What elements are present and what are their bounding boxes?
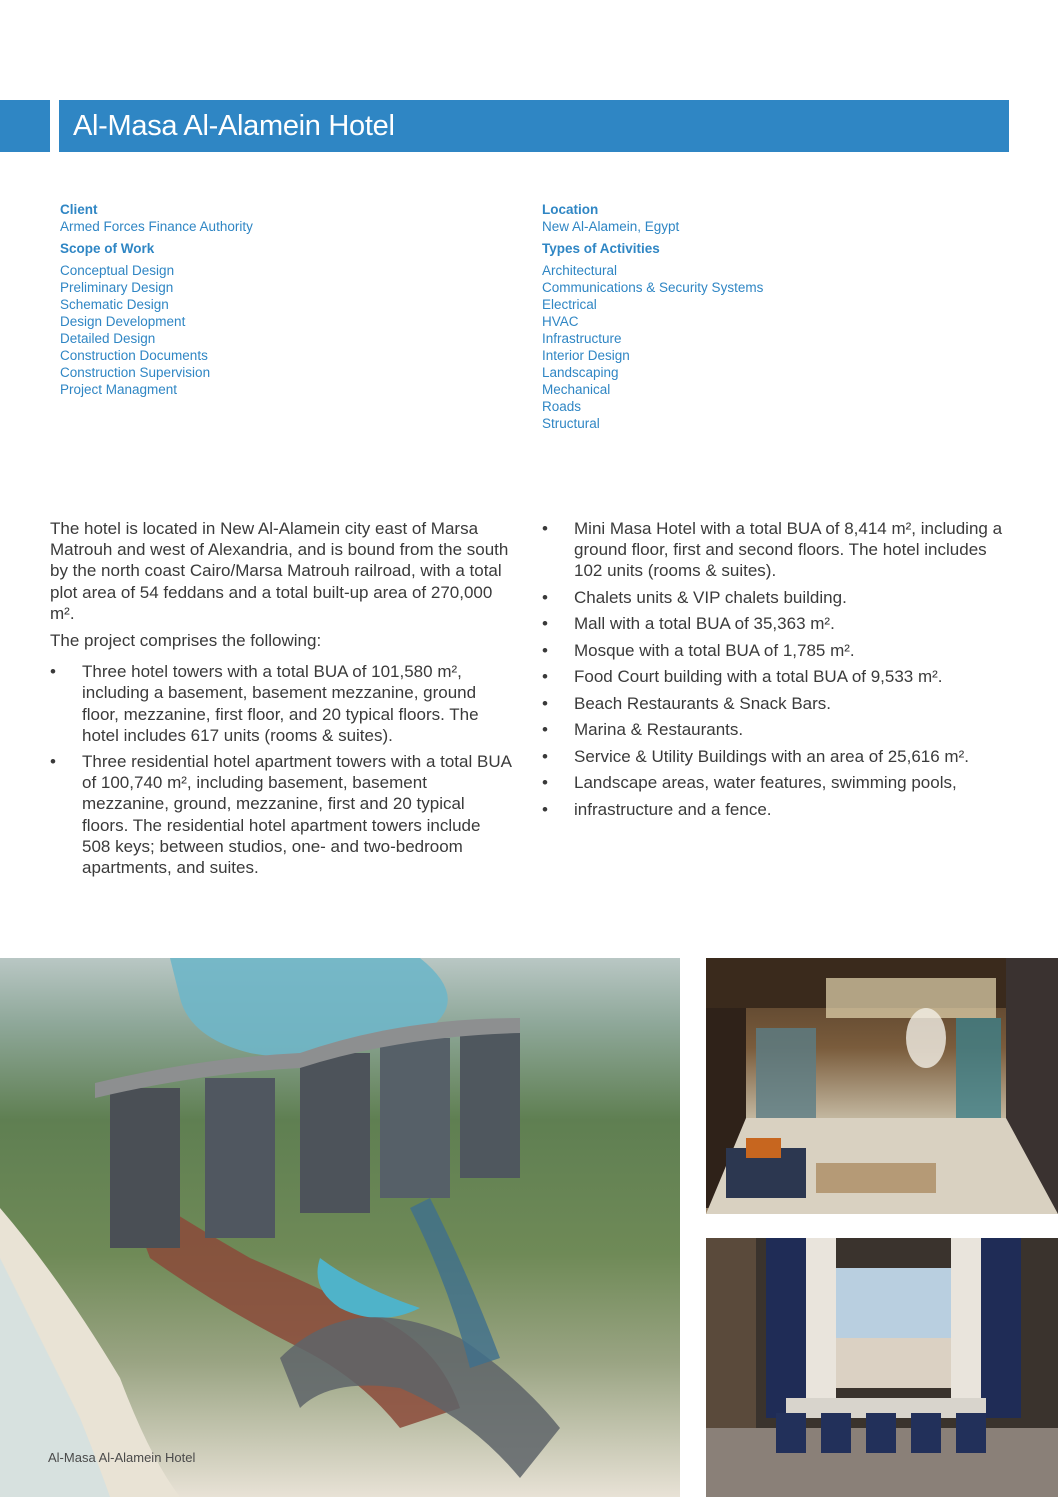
scope-item: Project Managment [60, 382, 178, 397]
intro-paragraph: The hotel is located in New Al-Alamein city east of Marsa Matrouh and west of Alexandria, and is bound from the south by the north coast Cairo/Marsa Matrouh railroad, with a total plot area of 54 feddans and a total built-up area of 270,000 m². [50, 519, 509, 623]
info-right [542, 201, 982, 432]
header-accent-block [0, 100, 50, 152]
bullet-mark: • [542, 693, 548, 713]
bullet-item [542, 613, 1012, 634]
bullet-item [542, 587, 1012, 608]
bullet-mark: • [542, 773, 548, 793]
right-bullet-list [542, 518, 1012, 820]
info-left [60, 201, 500, 398]
bullet-mark: • [542, 587, 548, 607]
scope-item: Construction Documents [60, 348, 208, 363]
activity-item: Communications & Security Systems [542, 280, 764, 295]
bullet-text: Mall with a total BUA of 35,363 m². [574, 614, 835, 634]
bullet-item [542, 640, 1012, 661]
title-bar [59, 100, 1009, 152]
bullet-mark: • [50, 662, 56, 682]
activity-item: Interior Design [542, 348, 630, 363]
bullet-text: Service & Utility Buildings with an area of 25,616 m². [574, 746, 969, 766]
bullet-text: Landscape areas, water features, swimming pools, [574, 773, 957, 793]
bullet-item [542, 666, 1012, 687]
bullet-mark: • [542, 519, 548, 538]
activities-list [542, 262, 982, 432]
bullet-mark: • [542, 640, 548, 660]
bullet-mark: • [542, 720, 548, 740]
bullet-item [50, 661, 512, 746]
bullet-item [542, 719, 1012, 740]
activity-item: Electrical [542, 297, 597, 312]
client-value: Armed Forces Finance Authority [60, 219, 253, 234]
scope-label: Scope of Work [60, 241, 155, 256]
activities-label: Types of Activities [542, 241, 660, 256]
bullet-item [542, 693, 1012, 714]
activity-item: Roads [542, 399, 582, 414]
scope-item: Preliminary Design [60, 280, 174, 295]
body-left [50, 518, 512, 883]
activity-item: Structural [542, 416, 600, 431]
aerial-illustration [0, 958, 680, 1497]
bullet-text: Mosque with a total BUA of 1,785 m². [574, 640, 855, 660]
location-value: New Al-Alamein, Egypt [542, 219, 680, 234]
lobby-illustration [706, 958, 1058, 1214]
bullet-item [542, 799, 1012, 820]
bullet-text: Food Court building with a total BUA of 9,533 m². [574, 667, 943, 687]
bullet-item [542, 518, 1012, 582]
lobby-interior-image [706, 958, 1058, 1214]
bullet-mark: • [542, 799, 548, 819]
activity-item: Infrastructure [542, 331, 622, 346]
activity-item: Mechanical [542, 382, 611, 397]
bullet-item [542, 746, 1012, 767]
location-label: Location [542, 202, 599, 217]
scope-item: Detailed Design [60, 331, 156, 346]
bullet-text: Chalets units & VIP chalets building. [574, 587, 847, 607]
left-bullet-list [50, 661, 512, 878]
image-caption: Al-Masa Al-Alamein Hotel [48, 1450, 196, 1465]
scope-item: Design Development [60, 314, 186, 329]
dining-room-image [706, 1238, 1058, 1497]
bullet-text: Three hotel towers with a total BUA of 101,580 m², including a basement, basement mezzanine, ground floor, mezzanine, first floor, and 20 typical floors. The hotel includes 617 units (rooms & suites). [82, 662, 479, 745]
aerial-rendering-image [0, 958, 680, 1497]
page-title: Al-Masa Al-Alamein Hotel [73, 110, 395, 142]
scope-list [60, 262, 500, 398]
bullet-mark: • [542, 614, 548, 634]
bullet-text: Marina & Restaurants. [574, 720, 744, 740]
scope-item: Construction Supervision [60, 365, 211, 380]
comprises-paragraph: The project comprises the following: [50, 631, 322, 651]
bullet-text: infrastructure and a fence. [574, 799, 772, 819]
activity-item: Landscaping [542, 365, 619, 380]
scope-item: Conceptual Design [60, 263, 175, 278]
bullet-mark: • [50, 752, 56, 772]
body-right [542, 518, 1012, 825]
bullet-text: Beach Restaurants & Snack Bars. [574, 693, 832, 713]
bullet-text: Three residential hotel apartment towers with a total BUA of 100,740 m², including basement, basement mezzanine, ground, mezzanine, first and 20 typical floors. The residential hotel apartment towers include 508 keys; between studios, one- and two-bedroom apartments, and suites. [82, 752, 511, 878]
activity-item: Architectural [542, 263, 618, 278]
bullet-text: Mini Masa Hotel with a total BUA of 8,414 m², including a ground floor, first and second floors. The hotel includes 102 units (rooms & suites). [574, 519, 1003, 581]
activity-item: HVAC [542, 314, 579, 329]
bullet-mark: • [542, 667, 548, 687]
dining-illustration [706, 1238, 1058, 1497]
client-label: Client [60, 202, 98, 217]
bullet-item [50, 751, 512, 878]
bullet-mark: • [542, 746, 548, 766]
bullet-item [542, 772, 1012, 793]
scope-item: Schematic Design [60, 297, 169, 312]
